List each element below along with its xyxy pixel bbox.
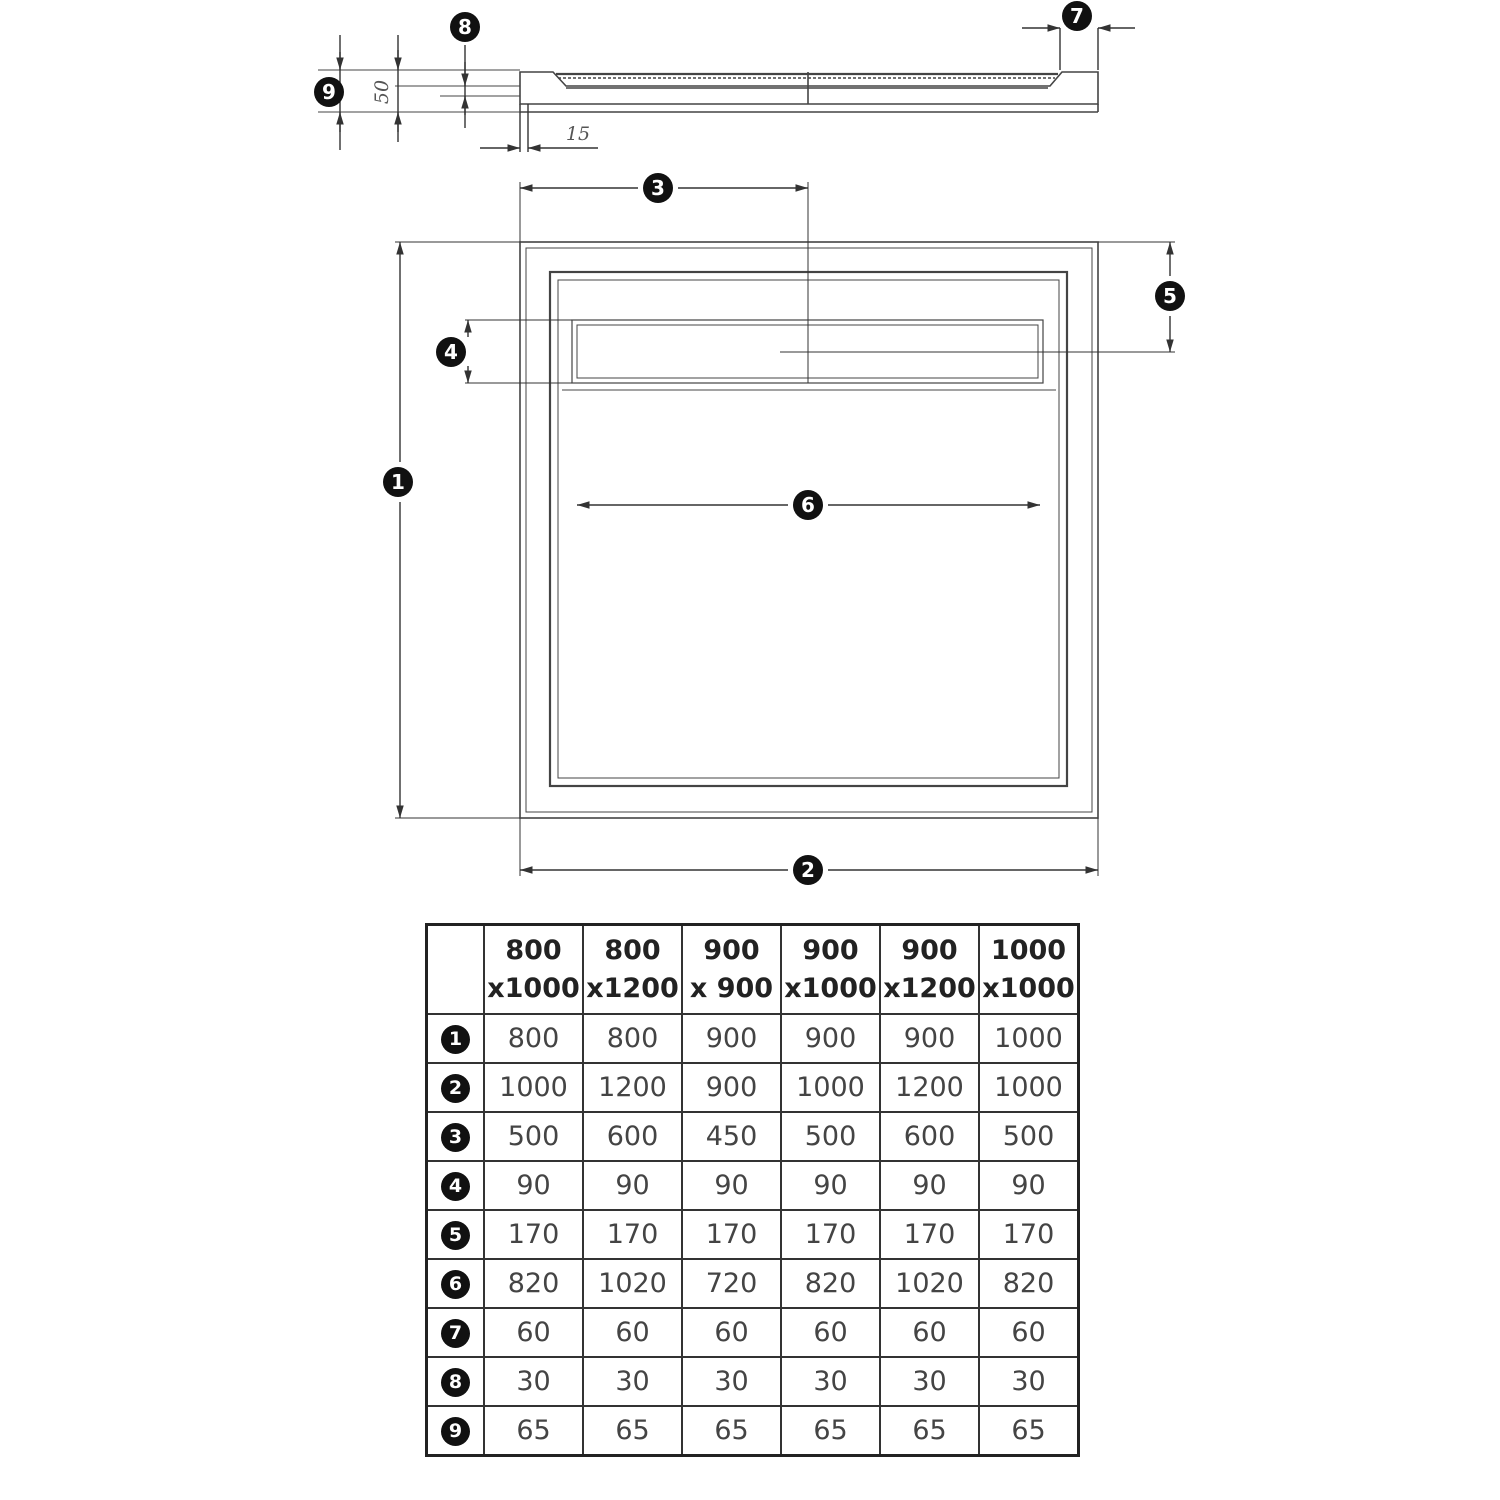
profile-lip-label: 15 <box>565 123 591 145</box>
table-cell: 600 <box>880 1112 979 1161</box>
svg-text:9: 9 <box>322 80 336 104</box>
table-cell: 1200 <box>880 1063 979 1112</box>
table-cell: 1000 <box>979 1063 1079 1112</box>
column-header-line2: x1000 <box>784 972 877 1004</box>
table-cell: 500 <box>781 1112 880 1161</box>
callout-4 <box>436 337 466 367</box>
table-cell: 90 <box>979 1161 1079 1210</box>
table-row <box>427 1112 1079 1161</box>
table-row <box>427 1014 1079 1063</box>
table-row <box>427 1259 1079 1308</box>
callout-7 <box>1062 1 1092 31</box>
table-cell: 90 <box>781 1161 880 1210</box>
row-key-cell <box>427 1112 485 1161</box>
column-header-line1: 800 <box>505 934 562 966</box>
row-key-cell <box>427 1161 485 1210</box>
table-cell: 900 <box>682 1063 781 1112</box>
table-cell: 30 <box>682 1357 781 1406</box>
dimension-table <box>425 923 1080 1457</box>
table-cell: 65 <box>781 1406 880 1456</box>
table-cell: 65 <box>484 1406 583 1456</box>
row-key-badge: 9 <box>441 1417 470 1446</box>
table-cell: 500 <box>484 1112 583 1161</box>
table-cell: 60 <box>583 1308 682 1357</box>
table-column-header <box>682 925 781 1015</box>
table-cell: 30 <box>484 1357 583 1406</box>
table-cell: 65 <box>880 1406 979 1456</box>
column-header-line1: 900 <box>703 934 760 966</box>
table-body <box>427 1014 1079 1456</box>
table-cell: 65 <box>682 1406 781 1456</box>
table-cell: 90 <box>583 1161 682 1210</box>
svg-text:7: 7 <box>1070 4 1084 28</box>
profile-dimensions <box>340 28 1135 152</box>
table-cell: 720 <box>682 1259 781 1308</box>
column-header-line1: 900 <box>802 934 859 966</box>
table-cell: 60 <box>484 1308 583 1357</box>
table-cell: 170 <box>979 1210 1079 1259</box>
table-cell: 1000 <box>979 1014 1079 1063</box>
table-cell: 820 <box>484 1259 583 1308</box>
side-profile <box>318 70 1098 112</box>
table-column-header <box>583 925 682 1015</box>
svg-text:4: 4 <box>444 340 458 364</box>
table-row <box>427 1063 1079 1112</box>
row-key-badge: 1 <box>441 1025 470 1054</box>
profile-height-label: 50 <box>371 79 393 105</box>
column-header-line1: 800 <box>604 934 661 966</box>
table-cell: 820 <box>781 1259 880 1308</box>
table-cell: 170 <box>583 1210 682 1259</box>
table-row <box>427 1308 1079 1357</box>
table-row <box>427 1357 1079 1406</box>
column-header-line1: 1000 <box>990 934 1067 966</box>
row-key-cell <box>427 1406 485 1456</box>
callout-2 <box>793 855 823 885</box>
table-cell: 30 <box>781 1357 880 1406</box>
row-key-cell <box>427 1308 485 1357</box>
table-row <box>427 1210 1079 1259</box>
table-cell: 90 <box>880 1161 979 1210</box>
table-column-header <box>979 925 1079 1015</box>
table-cell: 900 <box>880 1014 979 1063</box>
table-column-header <box>880 925 979 1015</box>
callout-3 <box>643 173 673 203</box>
row-key-badge: 6 <box>441 1270 470 1299</box>
row-key-badge: 7 <box>441 1319 470 1348</box>
column-header-line2: x1000 <box>487 972 580 1004</box>
table-corner-cell <box>427 925 485 1015</box>
table-cell: 170 <box>781 1210 880 1259</box>
table-cell: 30 <box>583 1357 682 1406</box>
table-cell: 1020 <box>880 1259 979 1308</box>
table-cell: 820 <box>979 1259 1079 1308</box>
table-cell: 170 <box>484 1210 583 1259</box>
table-cell: 60 <box>880 1308 979 1357</box>
plan-dimensions <box>395 182 1175 876</box>
table-cell: 1000 <box>781 1063 880 1112</box>
svg-text:5: 5 <box>1163 284 1177 308</box>
svg-text:3: 3 <box>651 176 665 200</box>
table-cell: 800 <box>583 1014 682 1063</box>
svg-text:8: 8 <box>458 15 472 39</box>
table-cell: 1200 <box>583 1063 682 1112</box>
table-cell: 60 <box>979 1308 1079 1357</box>
table-cell: 170 <box>880 1210 979 1259</box>
table-cell: 30 <box>880 1357 979 1406</box>
table-row <box>427 1161 1079 1210</box>
row-key-badge: 4 <box>441 1172 470 1201</box>
table-cell: 65 <box>583 1406 682 1456</box>
column-header-line1: 900 <box>901 934 958 966</box>
table-cell: 450 <box>682 1112 781 1161</box>
column-header-line2: x 900 <box>689 972 774 1004</box>
callout-9 <box>314 77 344 107</box>
svg-text:6: 6 <box>801 493 815 517</box>
table-cell: 900 <box>781 1014 880 1063</box>
svg-text:2: 2 <box>801 858 815 882</box>
table-column-header <box>781 925 880 1015</box>
table-cell: 90 <box>682 1161 781 1210</box>
callout-8 <box>450 12 480 42</box>
table-cell: 65 <box>979 1406 1079 1456</box>
table-cell: 900 <box>682 1014 781 1063</box>
table-cell: 1020 <box>583 1259 682 1308</box>
table-cell: 90 <box>484 1161 583 1210</box>
callout-6 <box>793 490 823 520</box>
table-row <box>427 1406 1079 1456</box>
table-cell: 800 <box>484 1014 583 1063</box>
row-key-cell <box>427 1259 485 1308</box>
column-header-line2: x1200 <box>586 972 679 1004</box>
row-key-badge: 3 <box>441 1123 470 1152</box>
row-key-cell <box>427 1357 485 1406</box>
tray-plan <box>520 242 1098 818</box>
column-header-line2: x1000 <box>982 972 1075 1004</box>
row-key-badge: 8 <box>441 1368 470 1397</box>
row-key-cell <box>427 1014 485 1063</box>
row-key-badge: 2 <box>441 1074 470 1103</box>
table-cell: 600 <box>583 1112 682 1161</box>
table-cell: 1000 <box>484 1063 583 1112</box>
table-cell: 60 <box>781 1308 880 1357</box>
table-cell: 170 <box>682 1210 781 1259</box>
row-key-badge: 5 <box>441 1221 470 1250</box>
callout-5 <box>1155 281 1185 311</box>
svg-text:1: 1 <box>391 470 405 494</box>
table-column-header <box>484 925 583 1015</box>
table-cell: 500 <box>979 1112 1079 1161</box>
column-header-line2: x1200 <box>883 972 976 1004</box>
row-key-cell <box>427 1210 485 1259</box>
table-cell: 60 <box>682 1308 781 1357</box>
table-header-row <box>427 925 1079 1015</box>
callout-1 <box>383 467 413 497</box>
table-cell: 30 <box>979 1357 1079 1406</box>
row-key-cell <box>427 1063 485 1112</box>
